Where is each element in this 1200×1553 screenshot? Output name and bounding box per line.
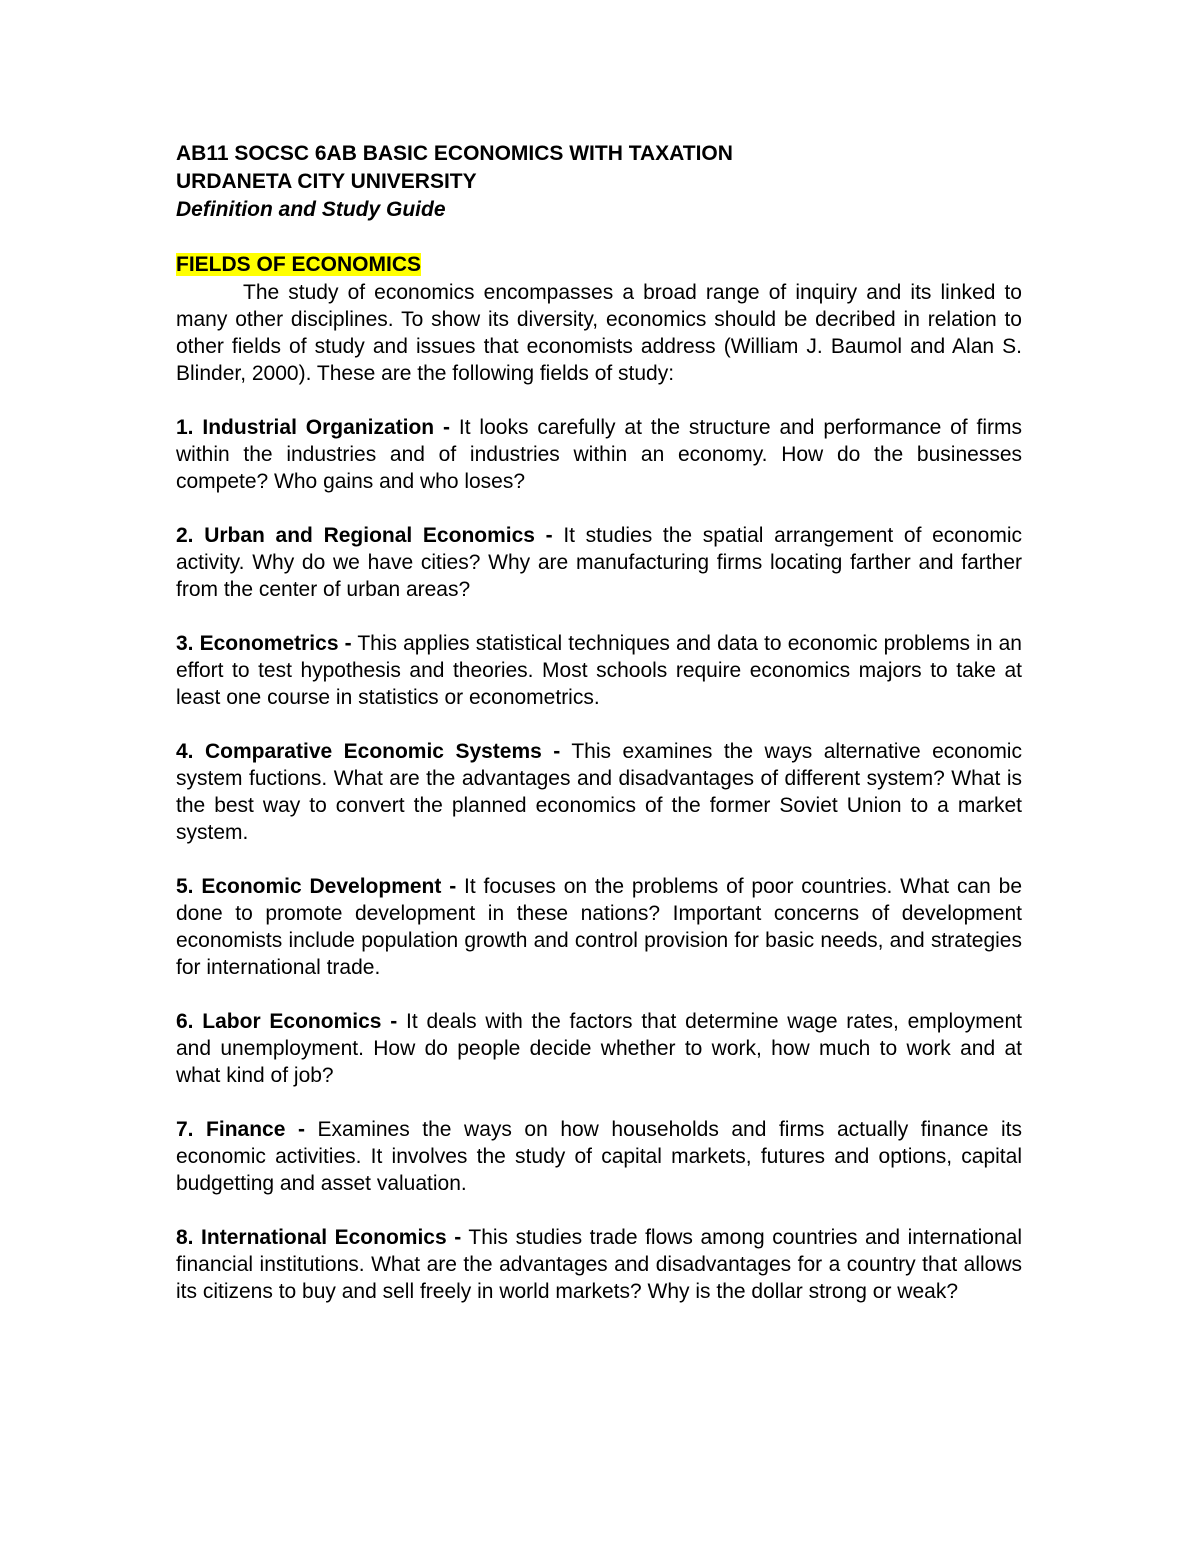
field-item (176, 1116, 1022, 1197)
field-item (176, 522, 1022, 603)
document-subtitle: Definition and Study Guide (176, 198, 446, 221)
field-description: This examines the ways alternative economic system fuctions. What are the advantages and disadvantages of different system? What is the best way to convert the planned economics of the former Soviet Union to a market system. (176, 740, 1022, 844)
field-item (176, 1224, 1022, 1305)
field-term: 6. Labor Economics - (176, 1010, 398, 1033)
document-page (176, 140, 1022, 1305)
field-term: 4. Comparative Economic Systems - (176, 740, 561, 763)
field-term: 7. Finance - (176, 1118, 305, 1141)
field-term: 8. International Economics - (176, 1226, 462, 1249)
field-description: Examines the ways on how households and firms actually finance its economic activities. It involves the study of capital markets, futures and options, capital budgetting and asset valuation. (176, 1118, 1023, 1195)
field-description: It deals with the factors that determine wage rates, employment and unemployment. How do people decide whether to work, how much to work and at what kind of job? (176, 1010, 1022, 1087)
field-term: 2. Urban and Regional Economics - (176, 524, 553, 547)
field-term: 1. Industrial Organization - (176, 416, 450, 439)
field-item (176, 414, 1022, 495)
field-term: 3. Econometrics - (176, 632, 352, 655)
field-description: It focuses on the problems of poor countries. What can be done to promote development in these nations? Important concerns of development economists include population growth and control provision for basic needs, and strategies for international trade. (176, 875, 1022, 979)
field-description: It looks carefully at the structure and performance of firms within the industries and of industries within an economy. How do the businesses compete? Who gains and who loses? (176, 416, 1023, 493)
field-description: This studies trade flows among countries and international financial institutions. What are the advantages and disadvantages for a country that allows its citizens to buy and sell freely in world markets? Why is the dollar strong or weak? (176, 1226, 1022, 1303)
field-item (176, 1008, 1022, 1089)
field-description: It studies the spatial arrangement of economic activity. Why do we have cities? Why are manufacturing firms locating farther and farther from the center of urban areas? (176, 524, 1022, 601)
field-item (176, 738, 1022, 846)
section-heading (176, 251, 1022, 279)
field-term: 5. Economic Development - (176, 875, 457, 898)
university-name: URDANETA CITY UNIVERSITY (176, 170, 477, 193)
field-item (176, 630, 1022, 711)
section-heading-text: FIELDS OF ECONOMICS (176, 253, 422, 276)
field-item (176, 873, 1022, 981)
intro-paragraph: The study of economics encompasses a broad range of inquiry and its linked to many other disciplines. To show its diversity, economics should be decribed in relation to other fields of study and issues that economists address (William J. Baumol and Alan S. Blinder, 2000). These are the following fields of study: (176, 281, 1022, 385)
course-title: AB11 SOCSC 6AB BASIC ECONOMICS WITH TAXATION (176, 142, 733, 165)
field-description: This applies statistical techniques and data to economic problems in an effort to test hypothesis and theories. Most schools require economics majors to take at least one course in statistics or econometrics. (176, 632, 1022, 709)
